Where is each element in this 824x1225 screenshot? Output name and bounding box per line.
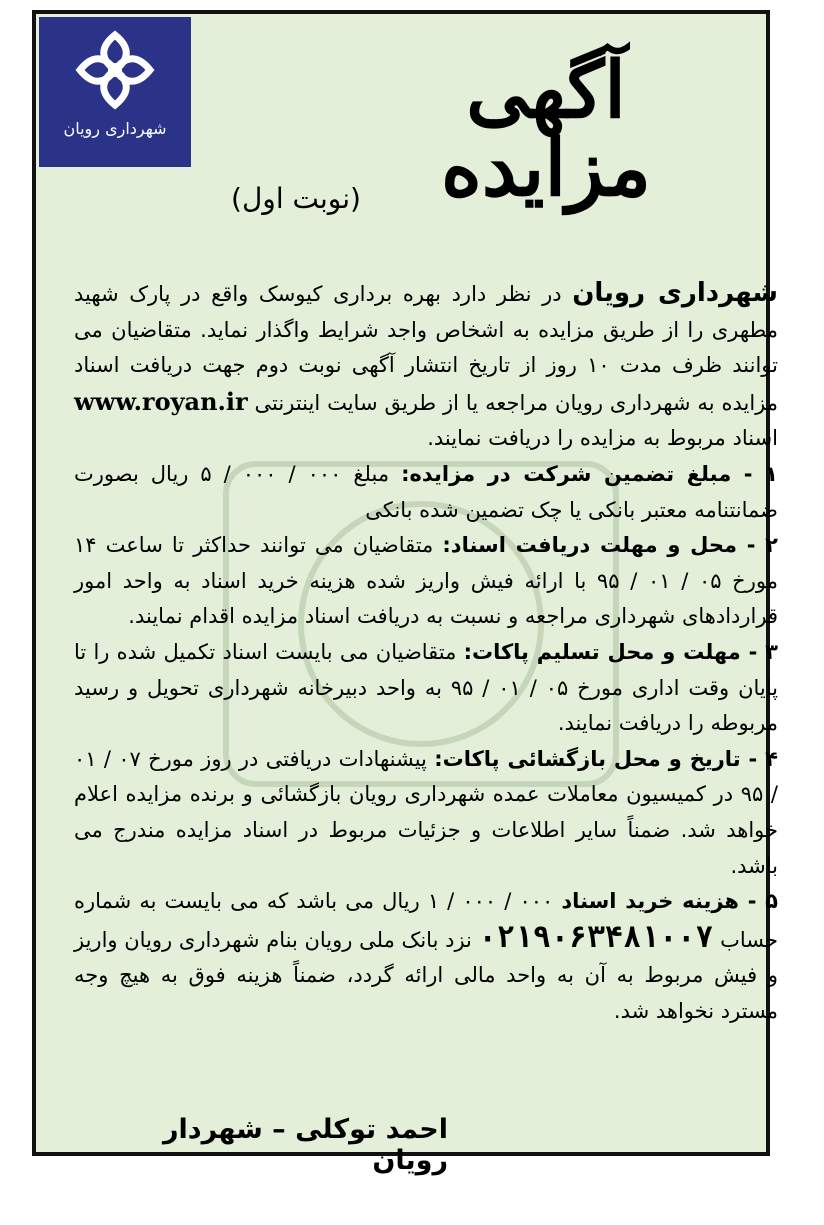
org-name: شهرداری رویان: [572, 278, 778, 308]
notice-title: آگهی مزایده: [440, 45, 651, 214]
item-5-text-1: ۰۰۰ / ۰۰۰ / ۱ ریال می باشد که می بایست به شماره حساب: [74, 889, 778, 952]
notice-body: [74, 276, 778, 1029]
flower-emblem-icon: [70, 25, 160, 115]
item-1-text: مبلغ ۰۰۰ / ۰۰۰ / ۵ ریال بصورت ضمانتنامه معتبر بانکی یا چک تضمین شده بانکی: [74, 461, 778, 522]
notice-frame: [32, 10, 779, 1176]
item-3-text: متقاضیان می بایست اسناد تکمیل شده را تا پایان وقت اداری مورخ ۰۵ / ۰۱ / ۹۵ به واحد دبیرخانه شهرداری تحویل و رسید مربوطه را دریافت نمایند.: [74, 639, 778, 736]
notice-round: (نوبت اول): [231, 182, 361, 215]
item-5-text-2: نزد بانک ملی رویان بنام شهرداری رویان واریز و فیش مربوط به آن به واحد مالی ارائه گردد، ضمناً هزینه فوق به هیچ وجه مسترد نخواهد شد.: [74, 927, 778, 1023]
intro-text-1: در نظر دارد بهره برداری کیوسک واقع در پارک شهید مطهری را از طریق مزایده به اشخاص واجد شرایط واگذار نماید. متقاضیان می توانند ظرف مدت ۱۰ روز از تاریخ انتشار آگهی نوبت دوم جهت دریافت اسناد مزایده به شهرداری رویان مراجعه یا از طریق سایت اینترنتی: [74, 282, 779, 415]
logo-caption: شهرداری رویان: [63, 119, 167, 138]
item-2-text: متقاضیان می توانند حداکثر تا ساعت ۱۴ مورخ ۰۵ / ۰۱ / ۹۵ با ارائه فیش واریز شده هزینه خرید اسناد به واحد امور قراردادهای شهرداری مراجعه و نسبت به دریافت اسناد مزایده اقدام نمایند.: [74, 533, 778, 629]
intro-text-2: اسناد مربوط به مزایده را دریافت نمایند.: [427, 426, 778, 451]
item-2: [74, 528, 778, 635]
item-1-heading: مبلغ تضمین شرکت در مزایده:: [401, 461, 732, 486]
item-2-heading: محل و مهلت دریافت اسناد:: [442, 533, 737, 558]
item-1: [74, 457, 778, 528]
item-4-heading: تاریخ و محل بازگشائی پاکات:: [434, 746, 741, 771]
account-number: ۰۲۱۹۰۶۳۴۸۱۰۰۷: [478, 919, 714, 955]
item-1-number: ۱ -: [731, 461, 778, 486]
item-5-number: ۵ -: [738, 889, 778, 914]
municipality-logo: [39, 17, 191, 167]
item-4: [74, 742, 778, 884]
item-4-number: ۴ -: [740, 746, 778, 771]
item-5: [74, 884, 778, 1029]
item-3-heading: مهلت و محل تسلیم پاکات:: [463, 639, 741, 664]
item-4-text: پیشنهادات دریافتی در روز مورخ ۰۷ / ۰۱ / ۹۵ در کمیسیون معاملات عمده شهرداری رویان بازگشائی و برنده مزایده اعلام خواهد شد. ضمناً سایر اطلاعات و جزئیات مربوط در اسناد مزایده مندرج می باشد.: [74, 746, 778, 878]
item-5-heading: هزینه خرید اسناد: [561, 889, 739, 914]
website-link[interactable]: www.royan.ir: [74, 386, 248, 416]
intro-paragraph: [74, 276, 778, 457]
mayor-signature: احمد توکلی – شهردار رویان: [162, 1114, 448, 1176]
item-3-number: ۳ -: [740, 639, 778, 664]
item-3: [74, 635, 778, 742]
item-2-number: ۲ -: [737, 533, 778, 558]
